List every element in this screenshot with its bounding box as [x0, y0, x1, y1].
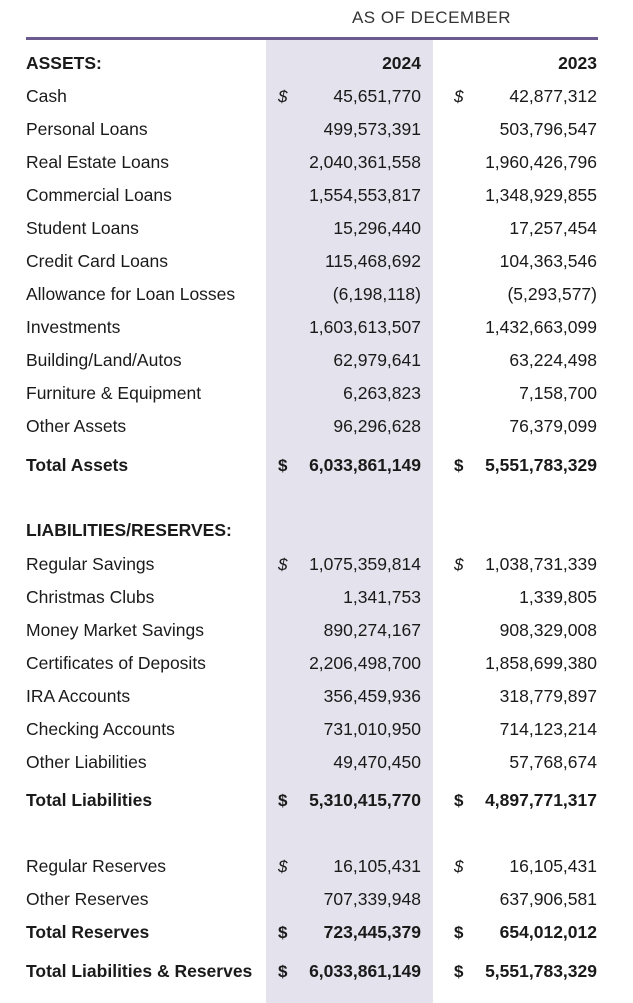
header-rule [26, 37, 598, 40]
value-2024: 1,075,359,814 [309, 554, 421, 574]
value-2024: 1,603,613,507 [309, 317, 421, 337]
value-2023: 503,796,547 [499, 119, 597, 139]
table-row [0, 113, 633, 146]
value-2023: 1,339,805 [519, 587, 597, 607]
row-label: Certificates of Deposits [26, 653, 206, 673]
table-row [0, 179, 633, 212]
total-reserves-row [0, 916, 633, 949]
value-2023: 7,158,700 [519, 383, 597, 403]
value-2024: 499,573,391 [323, 119, 421, 139]
currency-symbol: $ [278, 791, 288, 810]
table-row [0, 245, 633, 278]
value-2023: 5,551,783,329 [485, 961, 597, 981]
table-row [0, 80, 633, 113]
value-2024: 49,470,450 [333, 752, 421, 772]
table-row [0, 344, 633, 377]
table-row [0, 850, 633, 883]
currency-symbol: $ [454, 962, 464, 981]
row-label: Checking Accounts [26, 719, 175, 739]
assets-header-row [0, 47, 633, 80]
value-2023: 654,012,012 [499, 922, 597, 942]
value-2023: 17,257,454 [509, 218, 597, 238]
row-label: Commercial Loans [26, 185, 172, 205]
value-2024: 890,274,167 [323, 620, 421, 640]
row-label: Money Market Savings [26, 620, 204, 640]
total-liabilities-reserves-row [0, 955, 633, 988]
row-label: Other Liabilities [26, 752, 147, 772]
row-label: Cash [26, 86, 67, 106]
row-label: Allowance for Loan Losses [26, 284, 236, 304]
total-assets-row [0, 449, 633, 482]
row-label: Real Estate Loans [26, 152, 170, 172]
table-row [0, 146, 633, 179]
currency-symbol: $ [454, 555, 464, 574]
value-2024: 96,296,628 [333, 416, 421, 436]
row-label: Building/Land/Autos [26, 350, 182, 370]
table-row [0, 713, 633, 746]
currency-symbol: $ [278, 857, 288, 876]
value-2023: 318,779,897 [499, 686, 597, 706]
currency-symbol: $ [454, 791, 464, 810]
value-2024: 1,554,553,817 [309, 185, 421, 205]
liabilities-header-row [0, 514, 633, 547]
row-label: Investments [26, 317, 121, 337]
row-label: Personal Loans [26, 119, 148, 139]
value-2023: 908,329,008 [499, 620, 597, 640]
value-2024: 356,459,936 [323, 686, 421, 706]
period-heading: AS OF DECEMBER [351, 8, 512, 27]
value-2024: 115,468,692 [324, 251, 421, 271]
value-2024: 1,341,753 [343, 587, 421, 607]
value-2023: 4,897,771,317 [485, 790, 597, 810]
table-row [0, 212, 633, 245]
row-label: Credit Card Loans [26, 251, 169, 271]
value-2023: 63,224,498 [509, 350, 597, 370]
row-label: Regular Reserves [26, 856, 167, 876]
value-2023: 1,858,699,380 [485, 653, 597, 673]
table-row [0, 647, 633, 680]
value-2023: (5,293,577) [507, 284, 597, 304]
currency-symbol: $ [454, 87, 464, 106]
assets-heading: ASSETS: [26, 53, 102, 73]
value-2024: 731,010,950 [323, 719, 421, 739]
table-row [0, 377, 633, 410]
currency-symbol: $ [454, 923, 464, 942]
value-2024: 2,040,361,558 [309, 152, 421, 172]
value-2023: 1,432,663,099 [485, 317, 597, 337]
value-2023: 1,348,929,855 [485, 185, 597, 205]
row-label: Regular Savings [26, 554, 155, 574]
value-2023: 5,551,783,329 [485, 455, 597, 475]
table-row [0, 410, 633, 443]
value-2024: 15,296,440 [333, 218, 421, 238]
table-row [0, 680, 633, 713]
table-row [0, 883, 633, 916]
table-row [0, 614, 633, 647]
value-2024: 707,339,948 [323, 889, 421, 909]
total-liabilities-row [0, 784, 633, 817]
currency-symbol: $ [278, 87, 288, 106]
currency-symbol: $ [278, 923, 288, 942]
value-2023: 76,379,099 [509, 416, 597, 436]
currency-symbol: $ [278, 456, 288, 475]
row-label: Student Loans [26, 218, 139, 238]
value-2023: 1,038,731,339 [485, 554, 597, 574]
value-2023: 104,363,546 [499, 251, 597, 271]
column-header-2023: 2023 [558, 53, 597, 73]
value-2023: 637,906,581 [499, 889, 597, 909]
value-2024: 723,445,379 [323, 922, 421, 942]
value-2023: 1,960,426,796 [485, 152, 597, 172]
value-2024: 16,105,431 [333, 856, 421, 876]
row-label: Total Assets [26, 455, 129, 475]
row-label: Total Liabilities [26, 790, 153, 810]
value-2024: 6,033,861,149 [309, 961, 421, 981]
value-2023: 714,123,214 [499, 719, 597, 739]
currency-symbol: $ [278, 962, 288, 981]
value-2024: 5,310,415,770 [309, 790, 421, 810]
value-2023: 42,877,312 [509, 86, 597, 106]
currency-symbol: $ [454, 456, 464, 475]
column-header-2024: 2024 [382, 53, 421, 73]
currency-symbol: $ [454, 857, 464, 876]
row-label: IRA Accounts [26, 686, 131, 706]
table-row [0, 278, 633, 311]
value-2023: 16,105,431 [509, 856, 597, 876]
table-row [0, 311, 633, 344]
value-2024: 45,651,770 [333, 86, 421, 106]
row-label: Furniture & Equipment [26, 383, 202, 403]
row-label: Christmas Clubs [26, 587, 155, 607]
value-2024: 2,206,498,700 [309, 653, 421, 673]
row-label: Total Reserves [26, 922, 150, 942]
liabilities-heading: LIABILITIES/RESERVES: [26, 520, 232, 540]
value-2024: 62,979,641 [333, 350, 421, 370]
value-2024: (6,198,118) [332, 284, 421, 304]
table-row [0, 746, 633, 779]
row-label: Other Reserves [26, 889, 149, 909]
value-2024: 6,263,823 [343, 383, 421, 403]
table-row [0, 581, 633, 614]
row-label: Total Liabilities & Reserves [26, 961, 253, 981]
value-2024: 6,033,861,149 [309, 455, 421, 475]
row-label: Other Assets [26, 416, 127, 436]
value-2023: 57,768,674 [509, 752, 597, 772]
table-row [0, 548, 633, 581]
currency-symbol: $ [278, 555, 288, 574]
